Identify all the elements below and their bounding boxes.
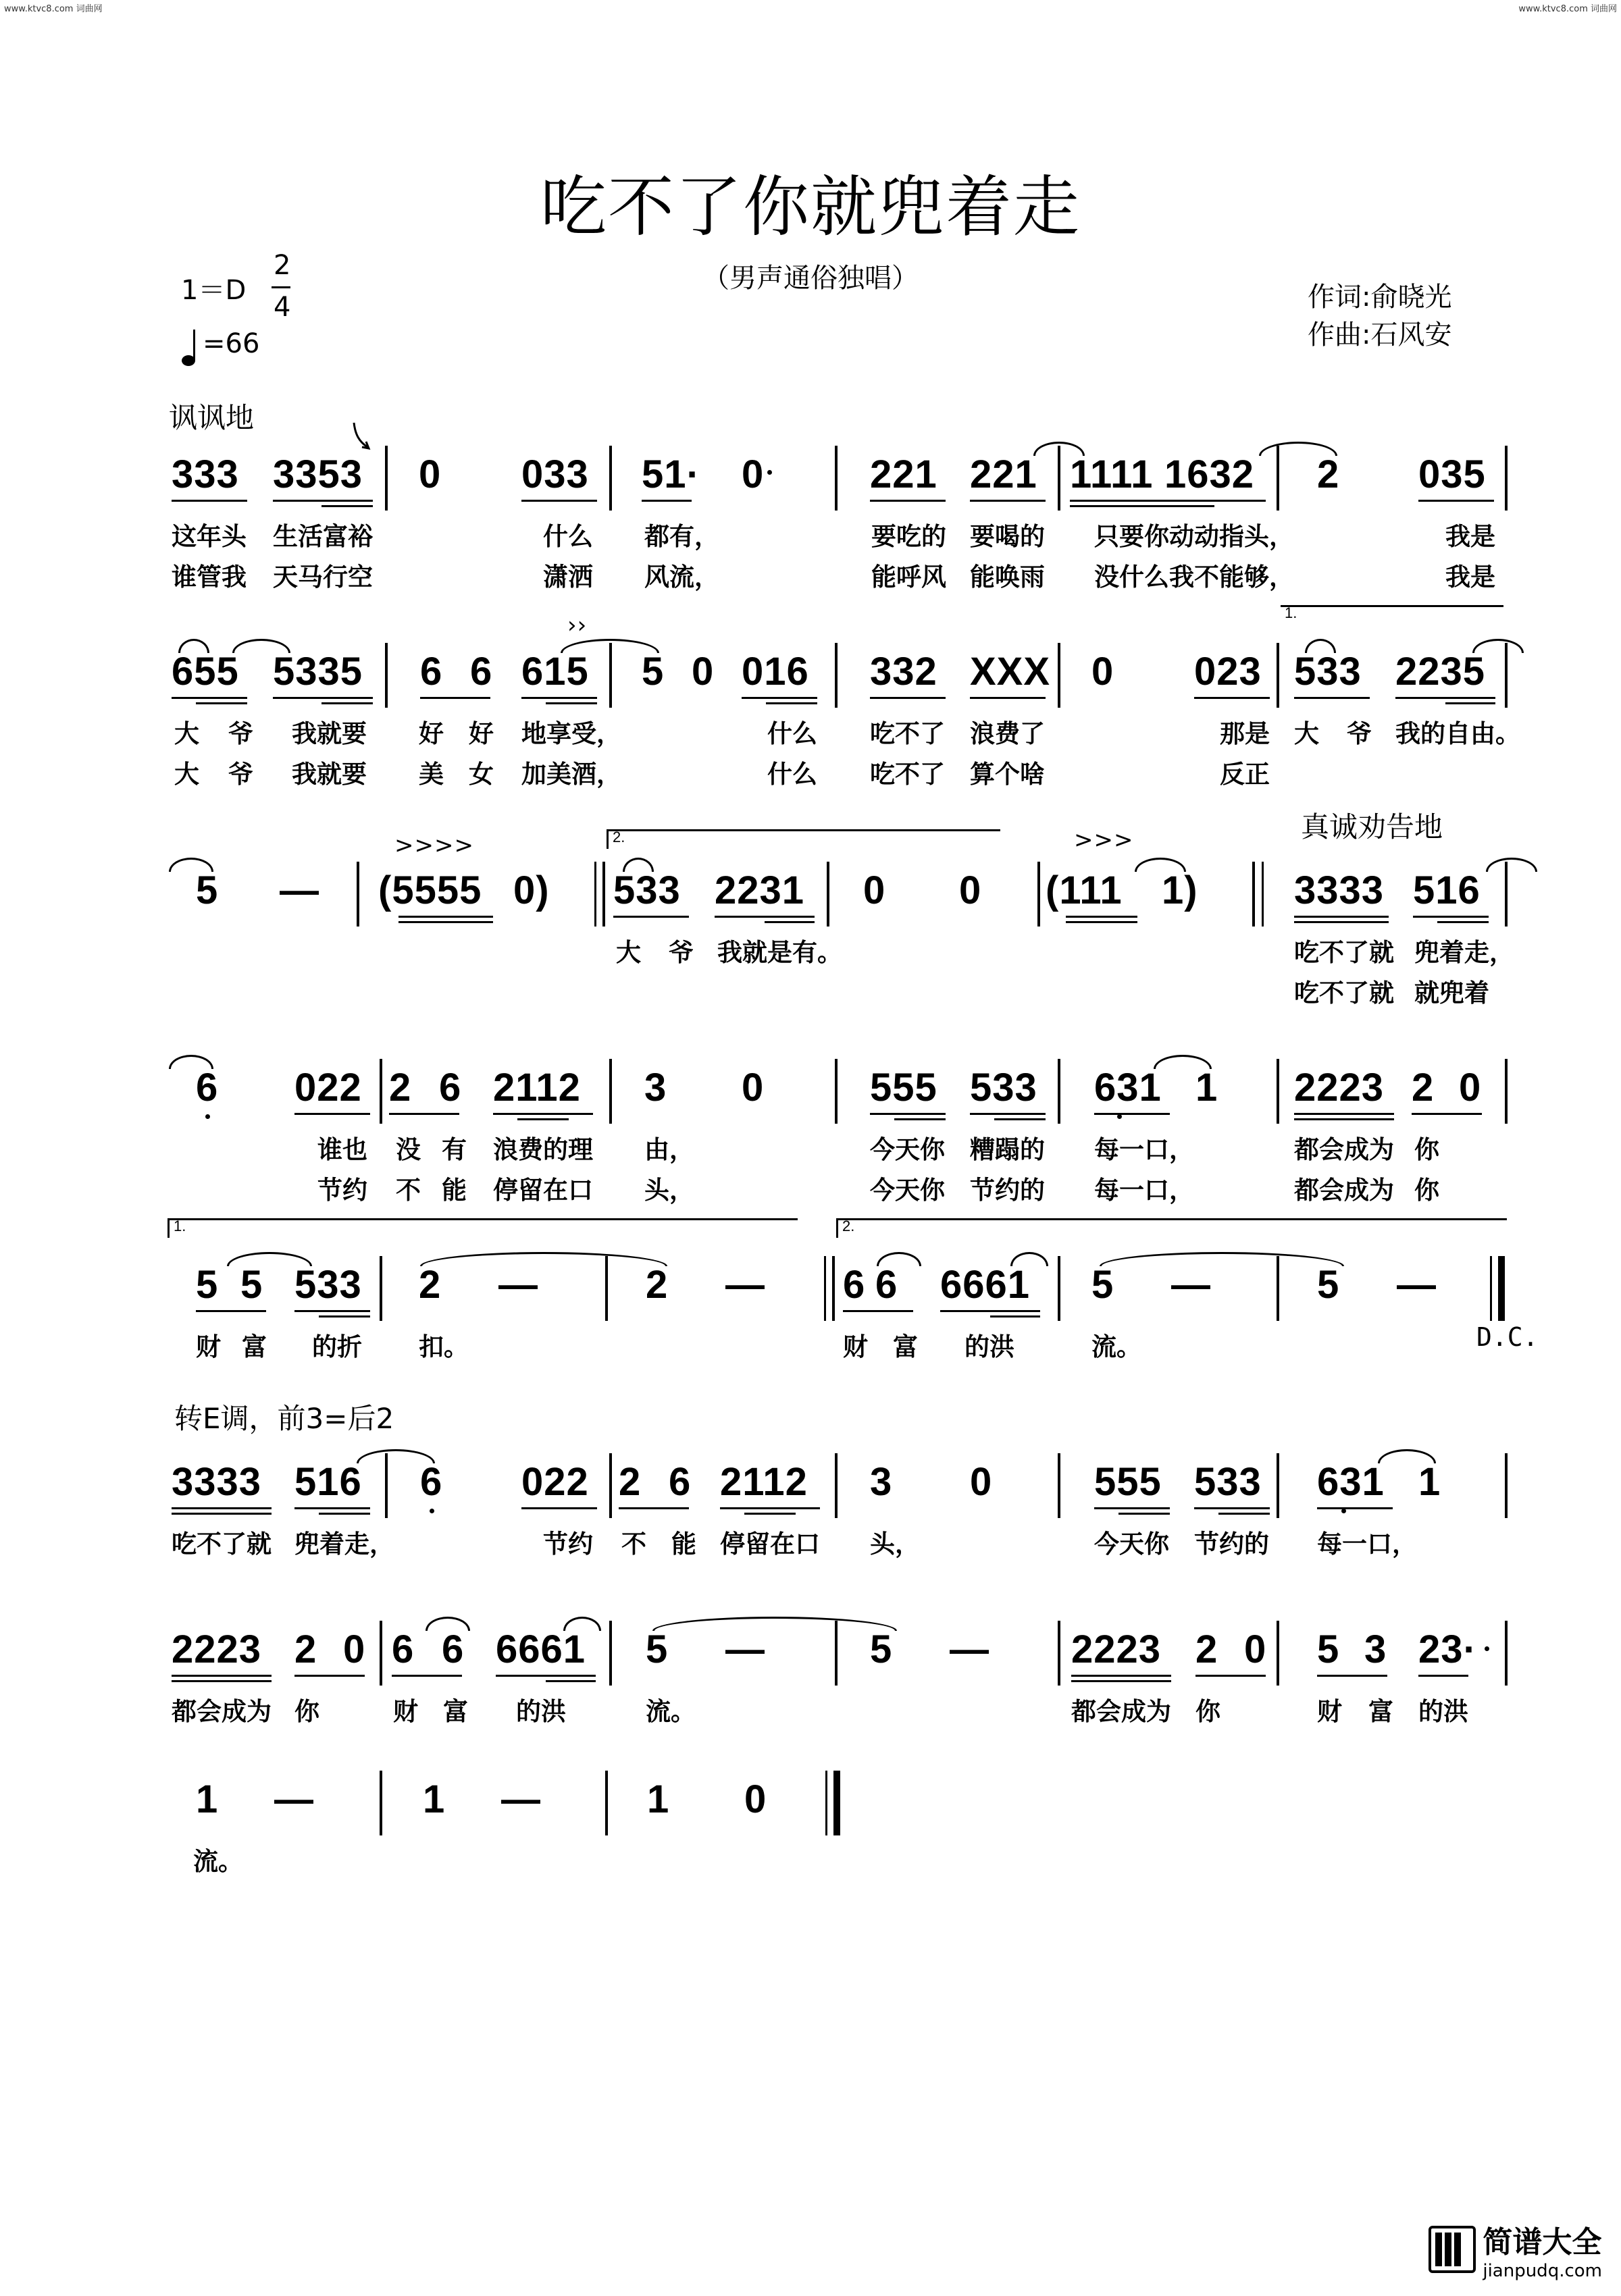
note-group: 0 [744, 1777, 767, 1821]
lyric: 兜着走， [1414, 939, 1514, 966]
lyric: 算个啥 [970, 760, 1045, 788]
piano-icon [1429, 2226, 1476, 2273]
note-group: 6 [196, 1066, 219, 1110]
watermark-right: www.ktvc8.com 词曲网 [1518, 4, 1617, 14]
volta-two-label: 2. [842, 1218, 855, 1234]
lyric: 爷 [1347, 720, 1372, 748]
dot-icon [205, 1114, 210, 1119]
lyric: 停留在口 [720, 1530, 820, 1558]
note-group: 2223 [1294, 1066, 1385, 1110]
note-group: 555 [870, 1066, 937, 1110]
lyric: 好 [419, 720, 444, 748]
time-sig-rule [272, 286, 290, 288]
watermark-left: www.ktvc8.com 词曲网 [4, 4, 103, 14]
note-group: 1 [1195, 1066, 1218, 1110]
note-group: 533 [1194, 1460, 1262, 1504]
note-group: 0 [419, 452, 442, 496]
note-group: 1 [647, 1777, 670, 1821]
lyric: 富 [443, 1698, 468, 1725]
note-group: 2112 [493, 1066, 581, 1110]
note-group: 2235 [1395, 650, 1486, 694]
note-group: 6 [439, 1066, 462, 1110]
note-group: — [280, 868, 319, 912]
note-group: 51· [642, 452, 700, 496]
lyric: 我就要 [292, 720, 367, 748]
note-group: 2 [389, 1066, 412, 1110]
lyric: 我是 [1445, 563, 1495, 591]
note-group: 5 [240, 1263, 263, 1307]
note-group: 022 [521, 1460, 589, 1504]
lyric: 那是 [1220, 720, 1270, 748]
note-group: 0 [742, 452, 765, 496]
note-group: — [498, 1263, 538, 1307]
accent-marks-1: >>>> [394, 832, 474, 859]
note-group: 3333 [172, 1460, 262, 1504]
lyric: 生活富裕 [273, 523, 373, 550]
lyric: 财 [393, 1698, 418, 1725]
note-group: 3 [1364, 1627, 1387, 1671]
lyric: 吃不了就 [1294, 939, 1394, 966]
lyric: 浪费了 [970, 720, 1045, 748]
lyric: 美 [419, 760, 444, 788]
tempo: =66 [203, 328, 260, 359]
note-group: 6 [442, 1627, 465, 1671]
lyric: 爷 [669, 939, 694, 966]
note-group: 1111 [1070, 452, 1154, 496]
lyric: 反正 [1220, 760, 1270, 788]
note-group: 555 [1094, 1460, 1162, 1504]
note-group: 0 [343, 1627, 366, 1671]
lyric: 节约 [543, 1530, 593, 1558]
note-group: 5 [196, 1263, 219, 1307]
lyric: 我是 [1445, 523, 1495, 550]
dot-icon [430, 1509, 434, 1513]
lyric: 富 [1368, 1698, 1393, 1725]
note-group: (111 [1046, 868, 1123, 912]
note-group: 0 [692, 650, 715, 694]
logo-site: jianpudq.com [1483, 2261, 1602, 2281]
lyric: 什么 [543, 523, 593, 550]
lyric: 能 [442, 1176, 467, 1204]
key-signature: 1＝D [181, 275, 247, 306]
lyric: 节约 [317, 1176, 367, 1204]
note-group: 2 [294, 1627, 317, 1671]
lyric: 你 [1414, 1176, 1439, 1204]
lyric: 头， [644, 1176, 694, 1204]
note-group: 2231 [715, 868, 805, 912]
lyric: 我的自由。 [1395, 720, 1520, 748]
note-group: 3 [870, 1460, 893, 1504]
note-group: 6 [420, 650, 443, 694]
lyric: 每一口， [1317, 1530, 1417, 1558]
lyric: 大 [616, 939, 641, 966]
note-group: — [1397, 1263, 1437, 1307]
note-group: — [1171, 1263, 1211, 1307]
note-group: 655 [172, 650, 239, 694]
note-group: — [501, 1777, 541, 1821]
page-title: 吃不了你就兜着走 [540, 169, 1081, 246]
note-group: XXX [970, 650, 1051, 694]
lyric: 扣。 [419, 1333, 469, 1361]
note-group: 221 [970, 452, 1037, 496]
note-group: 2 [1412, 1066, 1435, 1110]
lyric: 爷 [228, 720, 253, 748]
note-group: 022 [294, 1066, 362, 1110]
lyric: 停留在口 [493, 1176, 593, 1204]
note-group: 23· [1418, 1627, 1477, 1671]
lyric: 糟蹋的 [970, 1136, 1045, 1164]
lyricist-credit: 作词:俞晓光 [1308, 282, 1452, 313]
note-group: 1 [196, 1777, 219, 1821]
lyric: 节约的 [970, 1176, 1045, 1204]
lyric: 地享受， [521, 720, 621, 748]
note-group: 023 [1194, 650, 1262, 694]
lyric: 好 [469, 720, 494, 748]
note-group: 6 [392, 1627, 415, 1671]
note-group: 5 [646, 1627, 669, 1671]
note-group: 533 [294, 1263, 362, 1307]
lyric: 浪费的理 [493, 1136, 593, 1164]
note-group: 2223 [1071, 1627, 1162, 1671]
lyric: 吃不了 [870, 720, 945, 748]
accent-marks-2: >>> [1074, 827, 1134, 854]
lyric: 都有， [644, 523, 719, 550]
lyric: 不 [621, 1530, 646, 1558]
time-sig-numerator: 2 [274, 250, 291, 281]
da-capo-mark: D.C. [1476, 1322, 1539, 1352]
lyric: 大 [1294, 720, 1319, 748]
lyric: 风流， [644, 563, 719, 591]
lyric: 的折 [312, 1333, 362, 1361]
lyric: 都会成为 [1294, 1136, 1394, 1164]
lyric: 我就要 [292, 760, 367, 788]
lyric: 吃不了就 [172, 1530, 272, 1558]
note-group: 2 [1317, 452, 1340, 496]
note-group: 0 [959, 868, 982, 912]
note-group: 3 [644, 1066, 667, 1110]
lyric: 今天你 [870, 1136, 945, 1164]
lyric: 爷 [228, 760, 253, 788]
expression-start: 讽讽地 [169, 401, 255, 434]
note-group: 2 [1195, 1627, 1218, 1671]
note-group: — [274, 1777, 314, 1821]
note-group: 0) [513, 868, 550, 912]
lyric: 能 [671, 1530, 696, 1558]
lyric: 潇洒 [543, 563, 593, 591]
lyric: 有 [442, 1136, 467, 1164]
lyric: 都会成为 [1071, 1698, 1171, 1725]
note-group: 6661 [940, 1263, 1031, 1307]
dot-icon [1341, 1509, 1346, 1513]
note-group: 631 [1094, 1066, 1162, 1110]
lyric: 财 [1317, 1698, 1342, 1725]
lyric: 只要你动动指头， [1094, 523, 1294, 550]
lyric: 流。 [193, 1848, 243, 1875]
lyric: 财 [843, 1333, 868, 1361]
note-group: 0 [1244, 1627, 1267, 1671]
note-group: 2 [646, 1263, 669, 1307]
logo-name: 简谱大全 [1483, 2225, 1602, 2260]
dot-icon [1117, 1114, 1122, 1119]
note-group: 6 [875, 1263, 898, 1307]
note-group: 332 [870, 650, 937, 694]
lyric: 都会成为 [172, 1698, 272, 1725]
note-group: 0 [1091, 650, 1114, 694]
note-group: 035 [1418, 452, 1486, 496]
lyric: 今天你 [870, 1176, 945, 1204]
note-group: 1 [1418, 1460, 1441, 1504]
note-group: 0 [742, 1066, 765, 1110]
lyric: 都会成为 [1294, 1176, 1394, 1204]
expression-chorus: 真诚劝告地 [1301, 810, 1443, 843]
note-group: 631 [1317, 1460, 1385, 1504]
lyric: 谁也 [317, 1136, 367, 1164]
note-group: 533 [970, 1066, 1037, 1110]
note-group: 5 [1317, 1627, 1340, 1671]
lyric: 吃不了 [870, 760, 945, 788]
lyric: 吃不了就 [1294, 979, 1394, 1007]
dot-icon [767, 470, 772, 475]
dot-icon [1485, 1646, 1489, 1651]
composer-credit: 作曲:石风安 [1308, 319, 1452, 350]
note-group: 3353 [273, 452, 363, 496]
lyric: 我就是有。 [717, 939, 842, 966]
lyric: 要吃的 [871, 523, 946, 550]
note-group: 6 [470, 650, 493, 694]
lyric: 加美酒， [521, 760, 621, 788]
note-group: 1) [1162, 868, 1198, 912]
lyric: 财 [196, 1333, 221, 1361]
breath-arrow-icon [351, 421, 371, 454]
volta-one-label: 1. [174, 1218, 186, 1234]
lyric: 每一口， [1094, 1176, 1194, 1204]
lyric: 每一口， [1094, 1136, 1194, 1164]
lyric: 不 [396, 1176, 421, 1204]
lyric: 就兜着 [1414, 979, 1489, 1007]
note-group: 533 [613, 868, 681, 912]
lyric: 能唤雨 [970, 563, 1045, 591]
note-group: 5 [870, 1627, 893, 1671]
lyric: 什么 [767, 760, 817, 788]
lyric: 要喝的 [970, 523, 1045, 550]
note-group: — [725, 1627, 765, 1671]
note-group: 2 [619, 1460, 642, 1504]
lyric: 谁管我 [172, 563, 247, 591]
lyric: 富 [893, 1333, 918, 1361]
note-group: 0 [970, 1460, 993, 1504]
note-group: 2223 [172, 1627, 262, 1671]
note-group: 0 [1459, 1066, 1482, 1110]
note-group: 3333 [1294, 868, 1385, 912]
note-group: 5 [642, 650, 665, 694]
note-group: 221 [870, 452, 937, 496]
note-group: 2 [419, 1263, 442, 1307]
accent-marks-3: ›› [567, 612, 588, 639]
note-group: 5 [196, 868, 219, 912]
lyric: 今天你 [1094, 1530, 1169, 1558]
lyric: 流。 [1091, 1333, 1141, 1361]
lyric: 女 [469, 760, 494, 788]
modulation-note: 转E调，前3=后2 [174, 1402, 394, 1435]
lyric: 你 [294, 1698, 319, 1725]
lyric: 兜着走， [294, 1530, 394, 1558]
note-group: (5555 [378, 868, 482, 912]
quarter-note-icon [181, 330, 199, 370]
lyric: 没 [396, 1136, 421, 1164]
lyric: 没什么我不能够， [1094, 563, 1294, 591]
note-group: 6 [420, 1460, 443, 1504]
lyric: 这年头 [172, 523, 247, 550]
lyric: 能呼风 [871, 563, 946, 591]
time-sig-denominator: 4 [274, 292, 291, 323]
note-group: 1 [423, 1777, 446, 1821]
lyric: 节约的 [1194, 1530, 1269, 1558]
lyric: 什么 [767, 720, 817, 748]
note-group: 033 [521, 452, 589, 496]
site-logo [1429, 2218, 1602, 2281]
lyric: 你 [1414, 1136, 1439, 1164]
volta-one-label: 1. [1285, 604, 1297, 621]
lyric: 流。 [646, 1698, 696, 1725]
lyric: 的洪 [516, 1698, 566, 1725]
note-group: 615 [521, 650, 589, 694]
note-group: 016 [742, 650, 809, 694]
note-group: 1632 [1164, 452, 1255, 496]
lyric: 由， [644, 1136, 694, 1164]
note-group: 533 [1294, 650, 1362, 694]
lyric: 的洪 [964, 1333, 1014, 1361]
note-group: 5 [1317, 1263, 1340, 1307]
lyric: 的洪 [1418, 1698, 1468, 1725]
note-group: 5335 [273, 650, 363, 694]
note-group: 5 [1091, 1263, 1114, 1307]
note-group: 6661 [496, 1627, 586, 1671]
lyric: 你 [1195, 1698, 1220, 1725]
note-group: 0 [863, 868, 886, 912]
lyric: 天马行空 [273, 563, 373, 591]
note-group: 6 [843, 1263, 866, 1307]
note-group: 516 [1413, 868, 1481, 912]
lyric: 富 [242, 1333, 267, 1361]
note-group: 6 [669, 1460, 692, 1504]
subtitle: （男声通俗独唱） [702, 263, 919, 294]
note-group: 2112 [720, 1460, 808, 1504]
note-group: — [725, 1263, 765, 1307]
volta-two-label: 2. [613, 829, 625, 845]
note-group: — [950, 1627, 989, 1671]
note-group: 333 [172, 452, 239, 496]
lyric: 头， [870, 1530, 920, 1558]
lyric: 大 [174, 760, 199, 788]
note-group: 516 [294, 1460, 362, 1504]
lyric: 大 [174, 720, 199, 748]
